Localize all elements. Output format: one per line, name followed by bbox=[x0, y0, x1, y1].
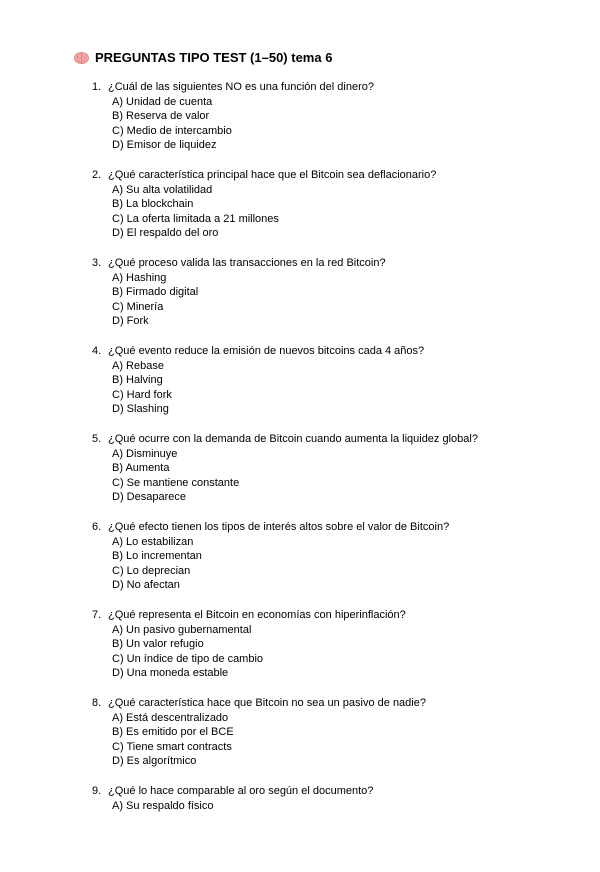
question-number: 1. bbox=[92, 81, 102, 93]
answer-option: A) Su alta volatilidad bbox=[112, 183, 213, 196]
question-text: ¿Qué proceso valida las transacciones en la red Bitcoin? bbox=[108, 257, 386, 269]
question-item bbox=[0, 344, 600, 432]
answer-option: B) Lo incrementan bbox=[112, 550, 202, 563]
answer-option: D) El respaldo del oro bbox=[112, 227, 219, 240]
answer-option: A) Hashing bbox=[112, 271, 167, 284]
page-title bbox=[74, 50, 332, 65]
answer-option: A) Un pasivo gubernamental bbox=[112, 623, 252, 636]
answer-option: B) Firmado digital bbox=[112, 286, 199, 299]
answer-option: A) Lo estabilizan bbox=[112, 535, 194, 548]
question-number: 6. bbox=[92, 521, 102, 533]
question-text: ¿Qué lo hace comparable al oro según el documento? bbox=[108, 785, 374, 797]
answer-option: D) Una moneda estable bbox=[112, 667, 229, 680]
question-number: 4. bbox=[92, 345, 102, 357]
question-item bbox=[0, 168, 600, 256]
question-number: 7. bbox=[92, 609, 102, 621]
question-item bbox=[0, 784, 600, 872]
answer-option: C) Hard fork bbox=[112, 388, 172, 401]
answer-options bbox=[112, 359, 172, 417]
title-text: PREGUNTAS TIPO TEST (1–50) tema 6 bbox=[95, 50, 333, 65]
question-text: ¿Cuál de las siguientes NO es una función del dinero? bbox=[108, 81, 374, 93]
question-number: 9. bbox=[92, 785, 102, 797]
question-item bbox=[0, 80, 600, 168]
answer-options bbox=[112, 711, 234, 769]
question-text: ¿Qué efecto tienen los tipos de interés altos sobre el valor de Bitcoin? bbox=[108, 521, 450, 533]
question-item bbox=[0, 520, 600, 608]
answer-option: B) Reserva de valor bbox=[112, 110, 210, 123]
answer-options bbox=[112, 95, 232, 153]
question-text: ¿Qué ocurre con la demanda de Bitcoin cuando aumenta la liquidez global? bbox=[108, 433, 478, 445]
question-text: ¿Qué característica hace que Bitcoin no sea un pasivo de nadie? bbox=[108, 697, 426, 709]
question-item bbox=[0, 256, 600, 344]
answer-option: C) Tiene smart contracts bbox=[112, 740, 232, 753]
answer-option: B) La blockchain bbox=[112, 198, 194, 211]
answer-option: D) No afectan bbox=[112, 579, 180, 592]
answer-options bbox=[112, 271, 198, 329]
answer-option: B) Aumenta bbox=[112, 462, 170, 475]
answer-option: C) La oferta limitada a 21 millones bbox=[112, 212, 279, 225]
answer-option: C) Se mantiene constante bbox=[112, 476, 240, 489]
question-list bbox=[0, 80, 600, 872]
answer-option: B) Un valor refugio bbox=[112, 638, 204, 651]
answer-option: C) Un índice de tipo de cambio bbox=[112, 652, 264, 665]
answer-options bbox=[112, 447, 239, 505]
answer-options bbox=[112, 535, 202, 593]
answer-options bbox=[112, 183, 279, 241]
answer-option: B) Halving bbox=[112, 374, 163, 387]
answer-option: D) Desaparece bbox=[112, 491, 186, 504]
question-text: ¿Qué evento reduce la emisión de nuevos bitcoins cada 4 años? bbox=[108, 345, 425, 357]
answer-option: A) Disminuye bbox=[112, 447, 178, 460]
answer-option: B) Es emitido por el BCE bbox=[112, 726, 234, 739]
answer-option: C) Medio de intercambio bbox=[112, 124, 232, 137]
brain-icon bbox=[74, 52, 89, 64]
answer-option: A) Rebase bbox=[112, 359, 164, 372]
question-text: ¿Qué característica principal hace que el Bitcoin sea deflacionario? bbox=[108, 169, 437, 181]
answer-option: D) Fork bbox=[112, 315, 149, 328]
question-number: 8. bbox=[92, 697, 102, 709]
answer-option: A) Unidad de cuenta bbox=[112, 95, 213, 108]
answer-option: D) Es algorítmico bbox=[112, 755, 197, 768]
answer-option: C) Lo deprecian bbox=[112, 564, 191, 577]
answer-option: D) Emisor de liquidez bbox=[112, 139, 217, 152]
question-item bbox=[0, 696, 600, 784]
answer-option: D) Slashing bbox=[112, 403, 169, 416]
question-number: 5. bbox=[92, 433, 102, 445]
question-item bbox=[0, 608, 600, 696]
answer-options bbox=[112, 799, 214, 814]
answer-option: A) Su respaldo físico bbox=[112, 799, 214, 812]
question-item bbox=[0, 432, 600, 520]
answer-options bbox=[112, 623, 263, 681]
question-number: 3. bbox=[92, 257, 102, 269]
answer-option: C) Minería bbox=[112, 300, 164, 313]
question-text: ¿Qué representa el Bitcoin en economías con hiperinflación? bbox=[108, 609, 406, 621]
answer-option: A) Está descentralizado bbox=[112, 711, 229, 724]
question-number: 2. bbox=[92, 169, 102, 181]
